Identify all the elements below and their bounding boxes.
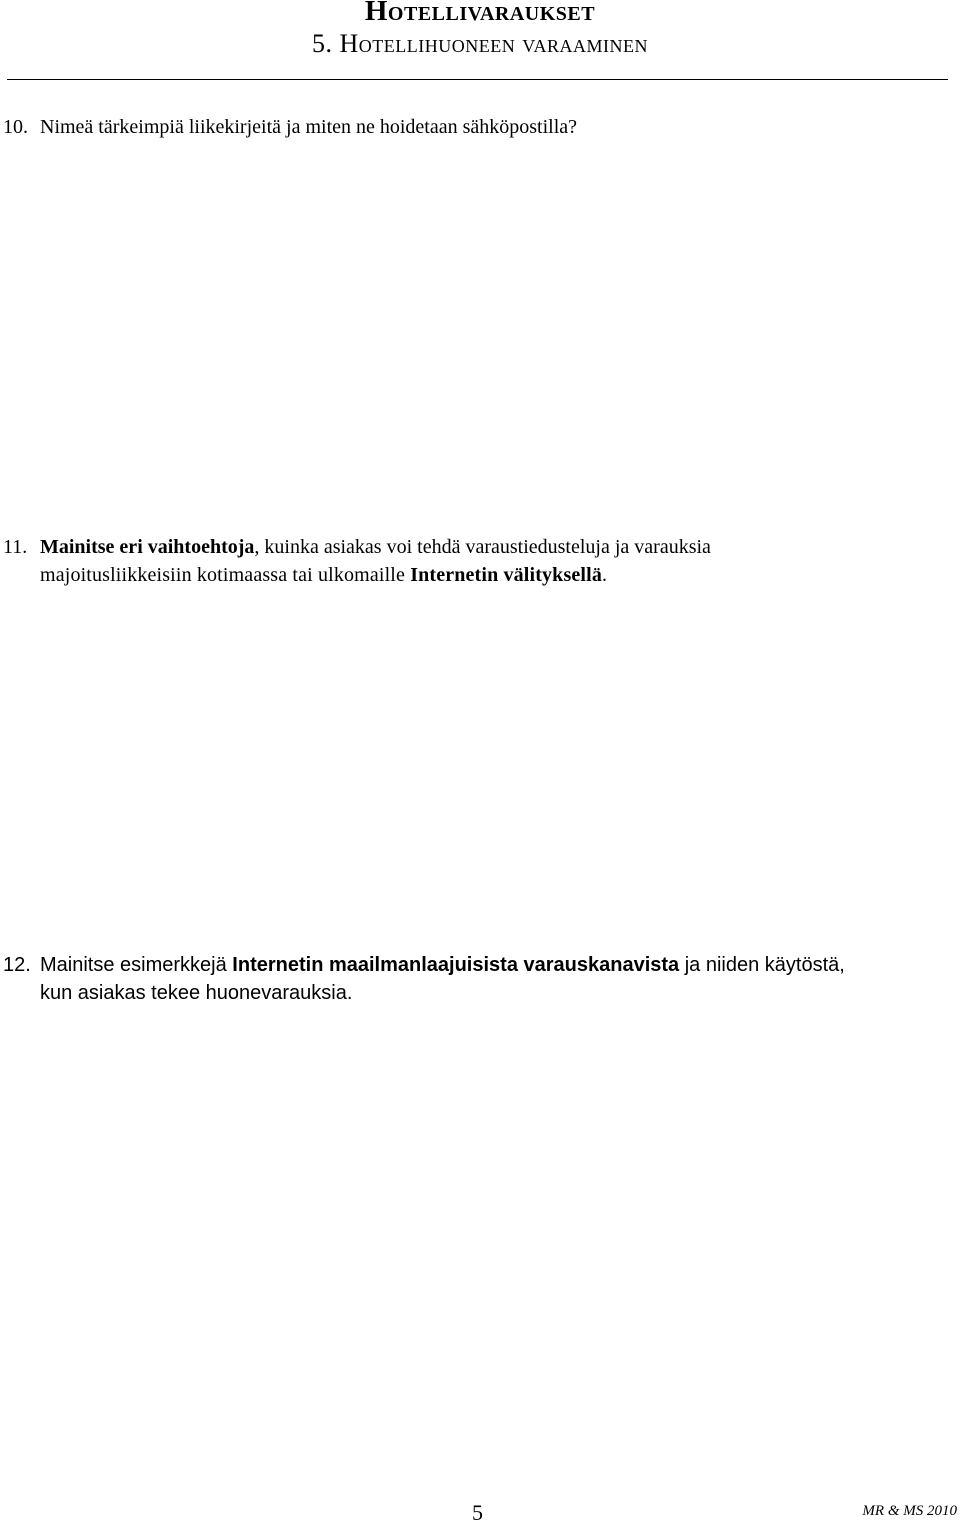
question-number: 11. bbox=[3, 536, 28, 558]
plain-text: . bbox=[601, 564, 608, 586]
document-title: Hotellivaraukset bbox=[364, 0, 596, 27]
emphasis-text: Mainitse eri vaihtoehtoja bbox=[40, 536, 255, 558]
header-divider bbox=[7, 79, 948, 80]
question-text-line-1 bbox=[40, 951, 945, 979]
question-text-line-2: kun asiakas tekee huonevarauksia. bbox=[40, 982, 353, 1004]
plain-text: majoitusliikkeisiin kotimaassa tai ulkomaille bbox=[40, 564, 411, 586]
emphasis-text: Internetin välityksellä bbox=[410, 564, 602, 586]
plain-text: ja niiden käytöstä, bbox=[679, 954, 845, 976]
plain-text: Mainitse esimerkkejä bbox=[40, 954, 233, 976]
question-text: Nimeä tärkeimpiä liikekirjeitä ja miten ne hoidetaan sähköpostilla? bbox=[40, 116, 578, 138]
question-number: 12. bbox=[3, 954, 31, 976]
question-number: 10. bbox=[3, 116, 28, 138]
footer-credit: MR & MS 2010 bbox=[862, 1503, 957, 1519]
page-number: 5 bbox=[472, 1500, 483, 1525]
emphasis-text: Internetin maailmanlaajuisista varauskanavista bbox=[232, 954, 680, 976]
plain-text: , kuinka asiakas voi tehdä varaustiedusteluja ja varauksia bbox=[254, 536, 711, 558]
question-text-line-1 bbox=[40, 533, 945, 561]
question-text-line-2 bbox=[40, 561, 607, 589]
section-subtitle: 5. Hotellihuoneen varaaminen bbox=[312, 29, 648, 58]
